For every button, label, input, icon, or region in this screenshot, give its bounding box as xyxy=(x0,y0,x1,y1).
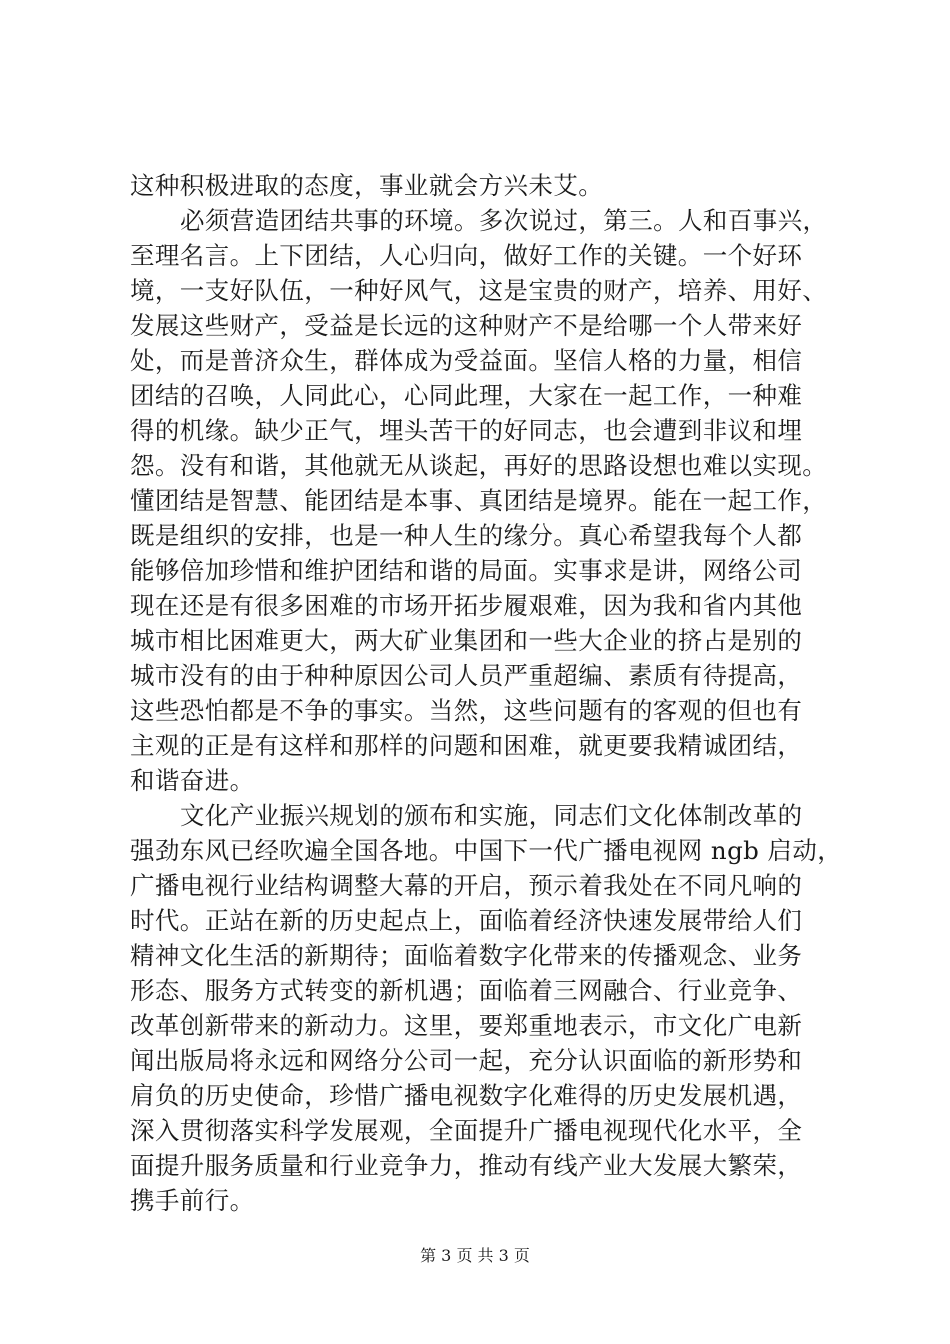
text-line: 境，一支好队伍，一种好风气，这是宝贵的财产，培养、用好、 xyxy=(130,276,828,305)
text-line: 怨。没有和谐，其他就无从谈起，再好的思路设想也难以实现。 xyxy=(130,451,828,480)
page-footer: 第 3 页 共 3 页 xyxy=(420,1246,530,1265)
text-line: 闻出版局将永远和网络分公司一起，充分认识面临的新形势和 xyxy=(130,1046,803,1075)
text-line: 文化产业振兴规划的颁布和实施，同志们文化体制改革的 xyxy=(180,801,803,830)
document-body xyxy=(130,168,843,1218)
text-line: 这种积极进取的态度，事业就会方兴未艾。 xyxy=(130,171,604,200)
text-line: 城市没有的由于种种原因公司人员严重超编、素质有待提高， xyxy=(130,661,803,690)
text-line: 必须营造团结共事的环境。多次说过，第三。人和百事兴， xyxy=(180,206,828,235)
text-line: 深入贯彻落实科学发展观，全面提升广播电视现代化水平，全 xyxy=(130,1116,803,1145)
text-line: 广播电视行业结构调整大幕的开启，预示着我处在不同凡响的 xyxy=(130,871,803,900)
text-line: 时代。正站在新的历史起点上，面临着经济快速发展带给人们 xyxy=(130,906,803,935)
text-line: 发展这些财产，受益是长远的这种财产不是给哪一个人带来好 xyxy=(130,311,803,340)
text-line: 懂团结是智慧、能团结是本事、真团结是境界。能在一起工作， xyxy=(130,486,828,515)
text-line: 形态、服务方式转变的新机遇；面临着三网融合、行业竞争、 xyxy=(130,976,803,1005)
text-line: 面提升服务质量和行业竞争力，推动有线产业大发展大繁荣， xyxy=(130,1151,803,1180)
text-line: 处，而是普济众生，群体成为受益面。坚信人格的力量，相信 xyxy=(130,346,803,375)
text-line: 精神文化生活的新期待；面临着数字化带来的传播观念、业务 xyxy=(130,941,803,970)
text-line: 城市相比困难更大，两大矿业集团和一些大企业的挤占是别的 xyxy=(130,626,803,655)
text-line: 这些恐怕都是不争的事实。当然，这些问题有的客观的但也有 xyxy=(130,696,803,725)
text-line: 至理名言。上下团结，人心归向，做好工作的关键。一个好环 xyxy=(130,241,803,270)
text-line: 得的机缘。缺少正气，埋头苦干的好同志，也会遭到非议和埋 xyxy=(130,416,803,445)
text-line: 团结的召唤，人同此心，心同此理，大家在一起工作，一种难 xyxy=(130,381,803,410)
text-line: 既是组织的安排，也是一种人生的缘分。真心希望我每个人都 xyxy=(130,521,803,550)
text-line: 和谐奋进。 xyxy=(130,766,255,795)
text-line: 现在还是有很多困难的市场开拓步履艰难，因为我和省内其他 xyxy=(130,591,803,620)
text-line: 能够倍加珍惜和维护团结和谐的局面。实事求是讲，网络公司 xyxy=(130,556,803,585)
text-line: 肩负的历史使命，珍惜广播电视数字化难得的历史发展机遇， xyxy=(130,1081,803,1110)
text-line: 改革创新带来的新动力。这里，要郑重地表示，市文化广电新 xyxy=(130,1011,803,1040)
text-line: 携手前行。 xyxy=(130,1186,255,1215)
text-line: 主观的正是有这样和那样的问题和困难，就更要我精诚团结， xyxy=(130,731,803,760)
text-line: 强劲东风已经吹遍全国各地。中国下一代广播电视网 ngb 启动， xyxy=(130,836,843,865)
